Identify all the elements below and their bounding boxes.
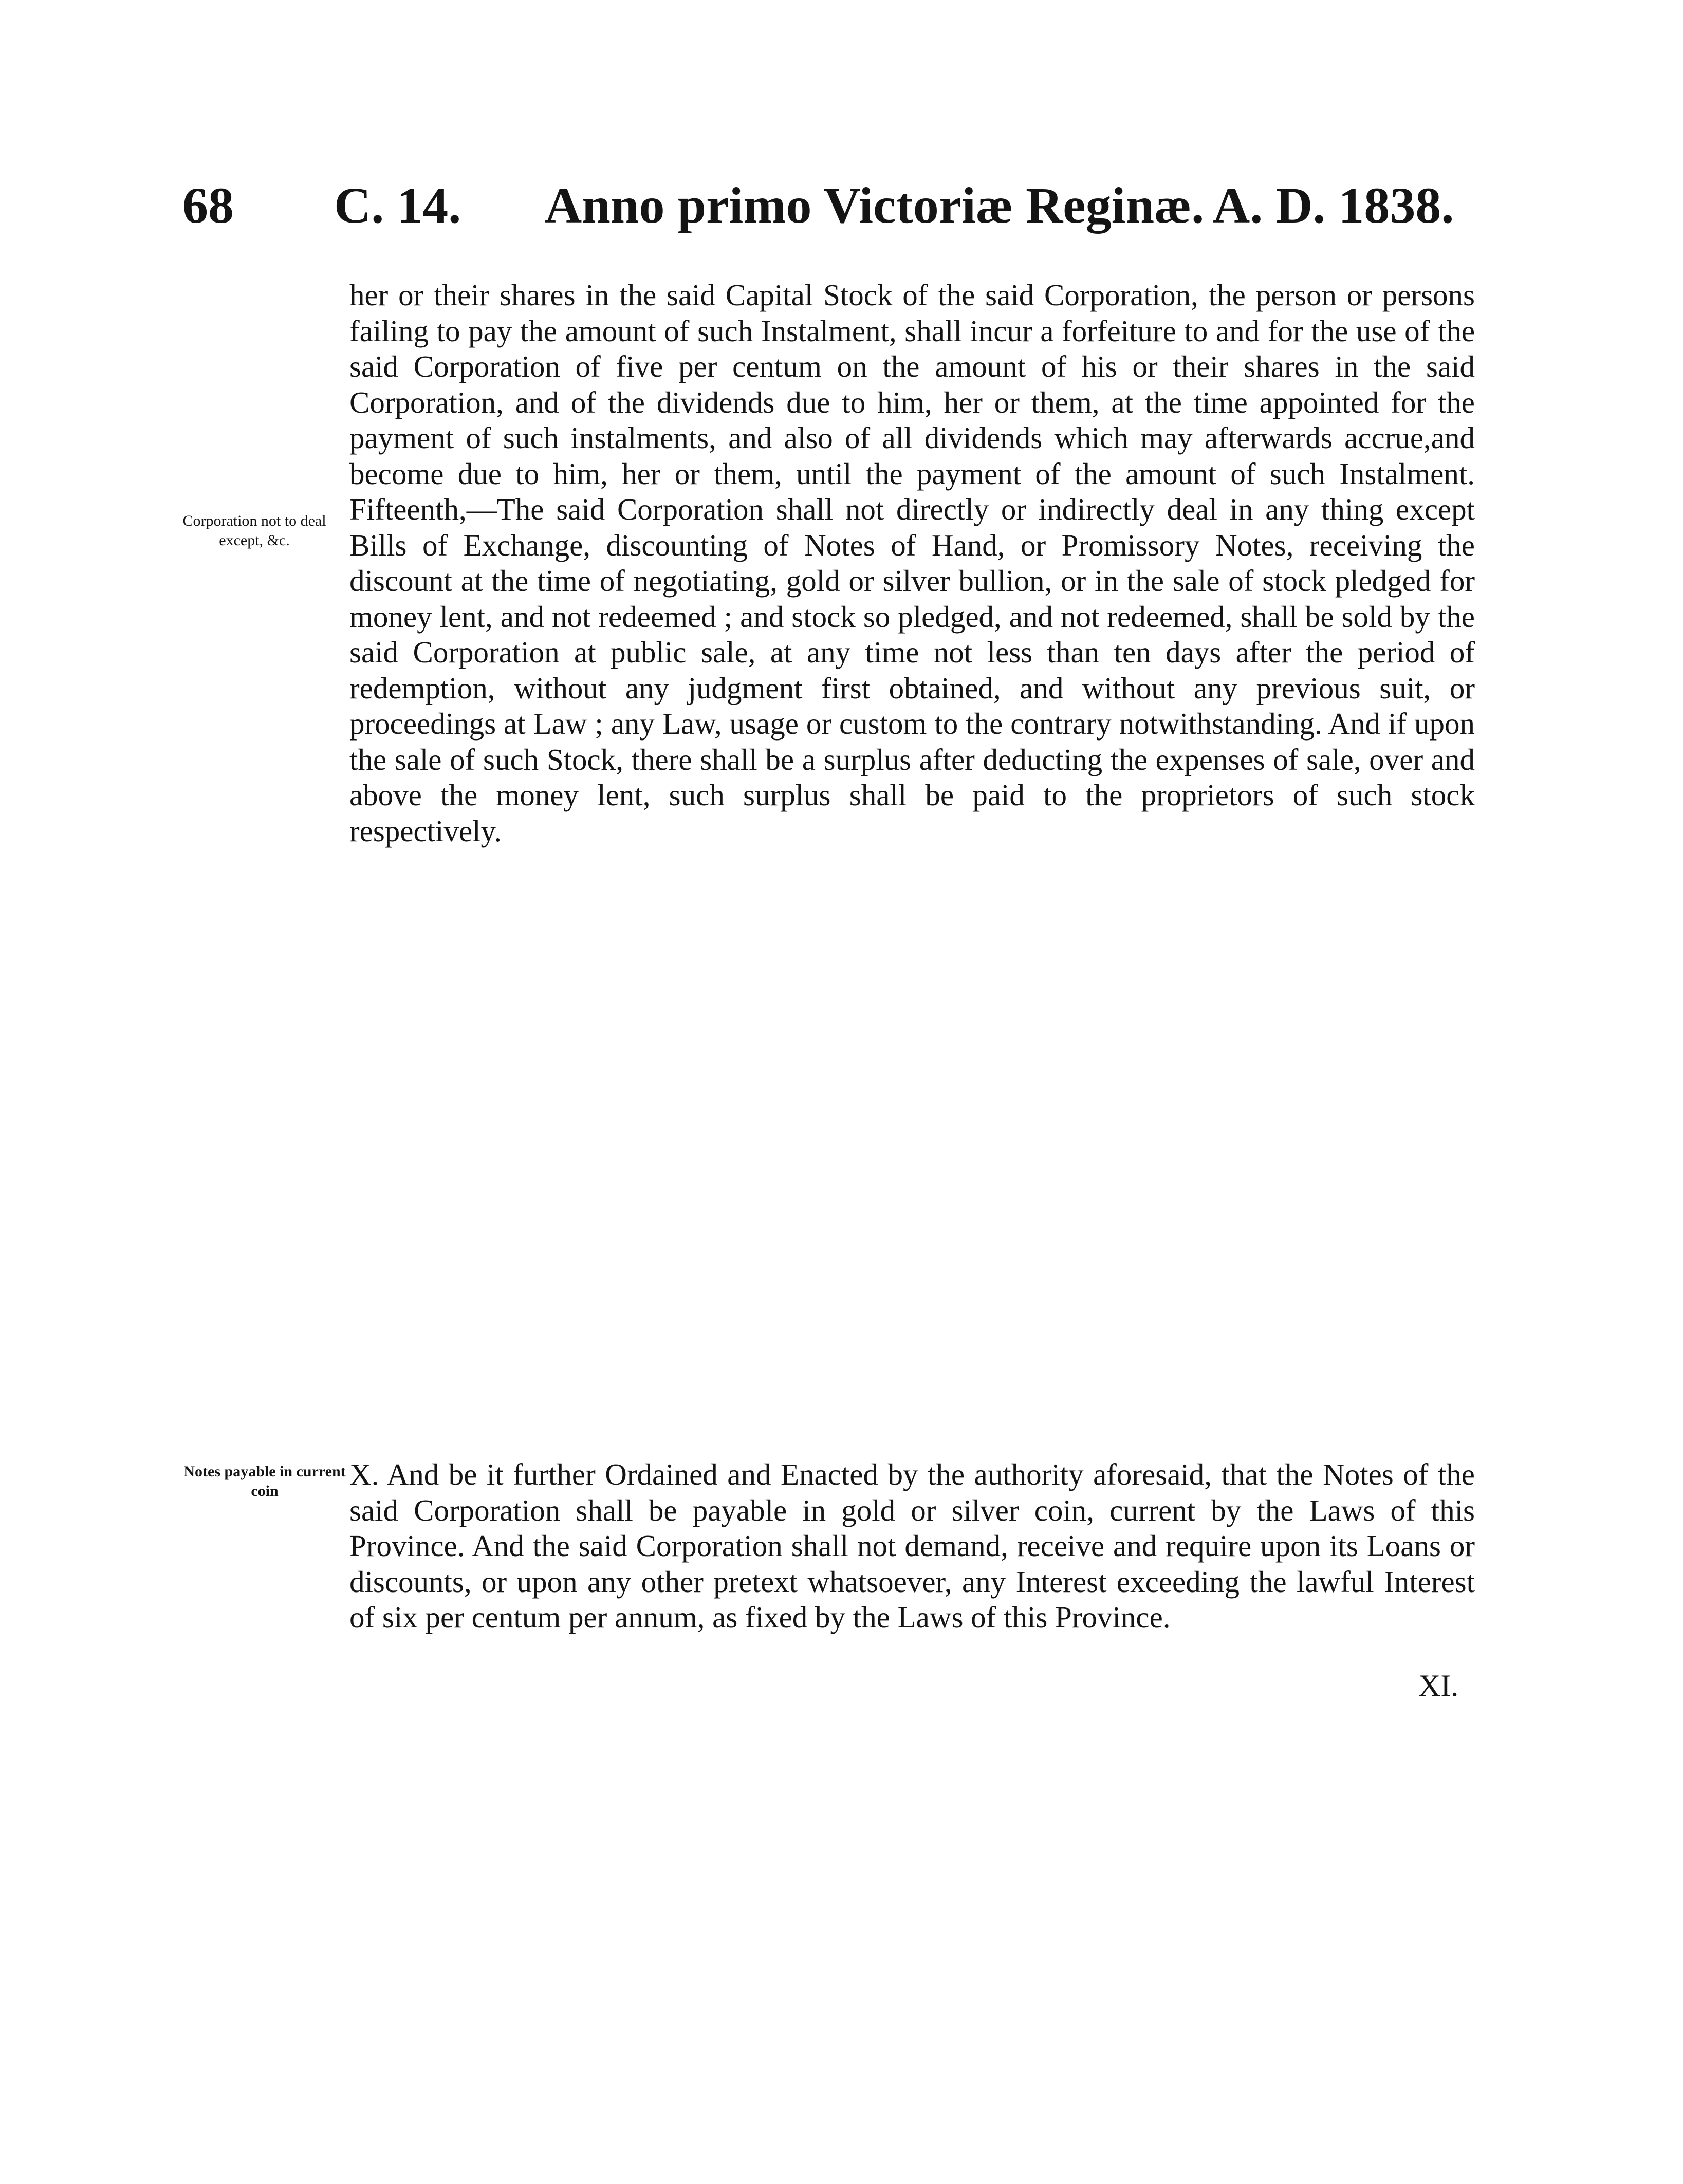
section-x-paragraph: X. And be it further Ordained and Enacted by the authority aforesaid, that the Notes of the said Corporation shall be payable in gold or silver coin, current by the Laws of this Province. And the said Corporation shall not demand, receive and require upon its Loans or discounts, or upon any other pretext whatsoever, any Interest exceeding the lawful Interest of six per centum per annum, as fixed by the Laws of this Province. — [349, 1457, 1475, 1634]
catchword: XI. — [1418, 1669, 1459, 1702]
page-number: 68 — [182, 177, 234, 234]
running-header — [0, 175, 1683, 236]
chapter-number: C. 14. — [334, 177, 461, 234]
year-of-enactment: A. D. 1838. — [1213, 177, 1454, 234]
continuation-paragraph: her or their shares in the said Capital Stock of the said Corporation, the person or persons failing to pay the amount of such Instalment, shall incur a forfeiture to and for the use of the said Corporation of five per centum on the amount of his or their shares in the said Corporation, and of the dividends due to him, her or them, at the time appointed for the payment of such instalments, and also of all dividends which may afterwards accrue,and become due to him, her or them, until the payment of the amount of such Instalment. Fifteenth,—The said Corporation shall not directly or indirectly deal in any thing except Bills of Exchange, discounting of Notes of Hand, or Promissory Notes, receiving the discount at the time of negotiating, gold or silver bullion, or in the sale of stock pledged for money lent, and not redeemed ; and stock so pledged, and not redeemed, shall be sold by the said Corporation at public sale, at any time not less than ten days after the period of redemption, without any judgment first obtained, and without any previous suit, or proceedings at Law ; any Law, usage or custom to the contrary notwithstanding. And if upon the sale of such Stock, there shall be a surplus after deducting the expenses of sale, over and above the money lent, such surplus shall be paid to the proprietors of such stock respectively. — [349, 278, 1475, 848]
reign-title: Anno primo Victoriæ Reginæ. — [545, 177, 1205, 234]
margin-note-corporation-not-to-deal: Corporation not to deal except, &c. — [182, 512, 326, 549]
margin-note-notes-payable: Notes payable in current coin — [183, 1463, 346, 1500]
